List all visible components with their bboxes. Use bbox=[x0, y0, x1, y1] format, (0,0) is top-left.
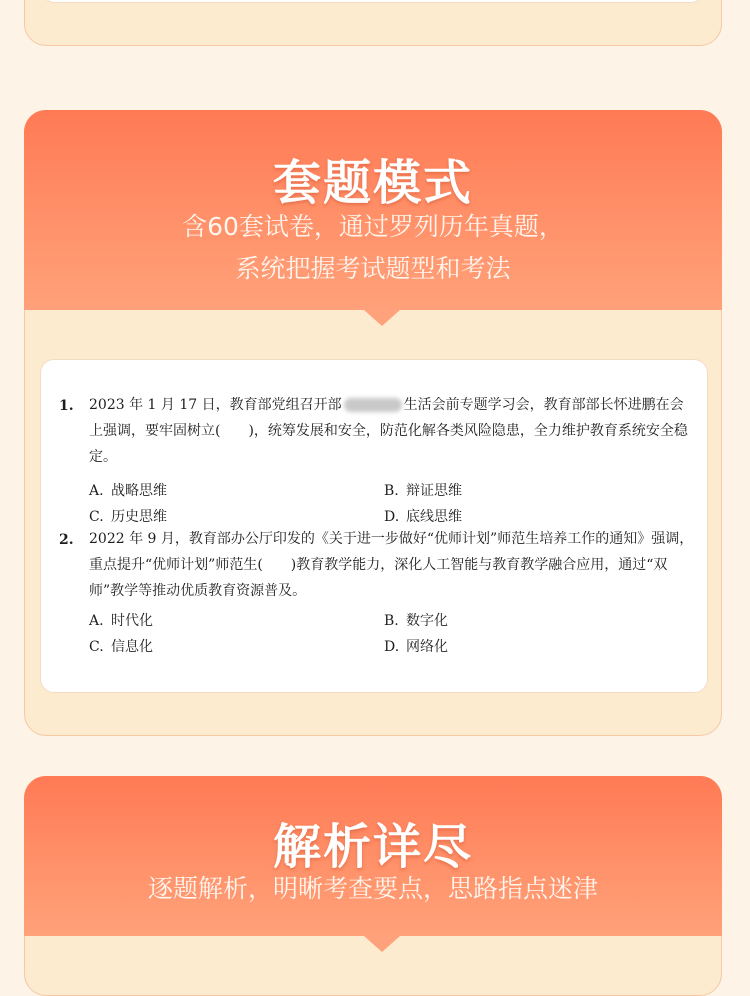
option-c: C. 信息化 bbox=[89, 639, 153, 655]
option-a: A. 战略思维 bbox=[89, 483, 167, 499]
analysis-banner bbox=[24, 776, 722, 936]
option-d: D. 底线思维 bbox=[384, 509, 462, 525]
set-mode-banner bbox=[24, 110, 722, 310]
question-number: 2. bbox=[59, 532, 74, 548]
set-mode-subtitle-line2: 系统把握考试题型和考法 bbox=[235, 254, 511, 283]
option-b: B. 辩证思维 bbox=[384, 483, 462, 499]
sample-exam-paper bbox=[40, 359, 708, 693]
banner-pointer-arrow bbox=[364, 310, 400, 326]
question-stem: 2022 年 9 月，教育部办公厅印发的《关于进一步做好“优师计划”师范生培养工作的通知》强调，重点提升“优师计划”师范生( )教育教学能力，深化人工智能与教育教学融合应用，通过“双师”教学等推动优质教育资源普及。 bbox=[89, 531, 694, 599]
redacted-blur bbox=[344, 398, 402, 412]
set-mode-subtitle bbox=[24, 206, 722, 290]
option-d: D. 网络化 bbox=[384, 639, 448, 655]
question-stem: 2023 年 1 月 17 日，教育部党组召开部 生活会前专题学习会，教育部部长怀进鹏在会上强调，要牢固树立( )，统筹发展和安全，防范化解各类风险隐患，全力维护教育系统安全稳定。 bbox=[89, 397, 688, 465]
set-mode-section bbox=[24, 110, 722, 736]
analysis-subtitle: 逐题解析，明晰考查要点，思路指点迷津 bbox=[147, 874, 598, 903]
set-mode-subtitle-line1: 含60套试卷，通过罗列历年真题， bbox=[182, 212, 564, 241]
detailed-analysis-section bbox=[24, 776, 722, 996]
question-number: 1. bbox=[59, 398, 74, 414]
option-c: C. 历史思维 bbox=[89, 509, 167, 525]
set-mode-title: 套题模式 bbox=[272, 155, 473, 211]
banner-pointer-arrow bbox=[364, 936, 400, 952]
previous-section-content bbox=[41, 0, 705, 3]
analysis-title: 解析详尽 bbox=[272, 819, 473, 875]
option-a: A. 时代化 bbox=[89, 613, 153, 629]
option-b: B. 数字化 bbox=[384, 613, 448, 629]
previous-section-card bbox=[24, 0, 722, 46]
